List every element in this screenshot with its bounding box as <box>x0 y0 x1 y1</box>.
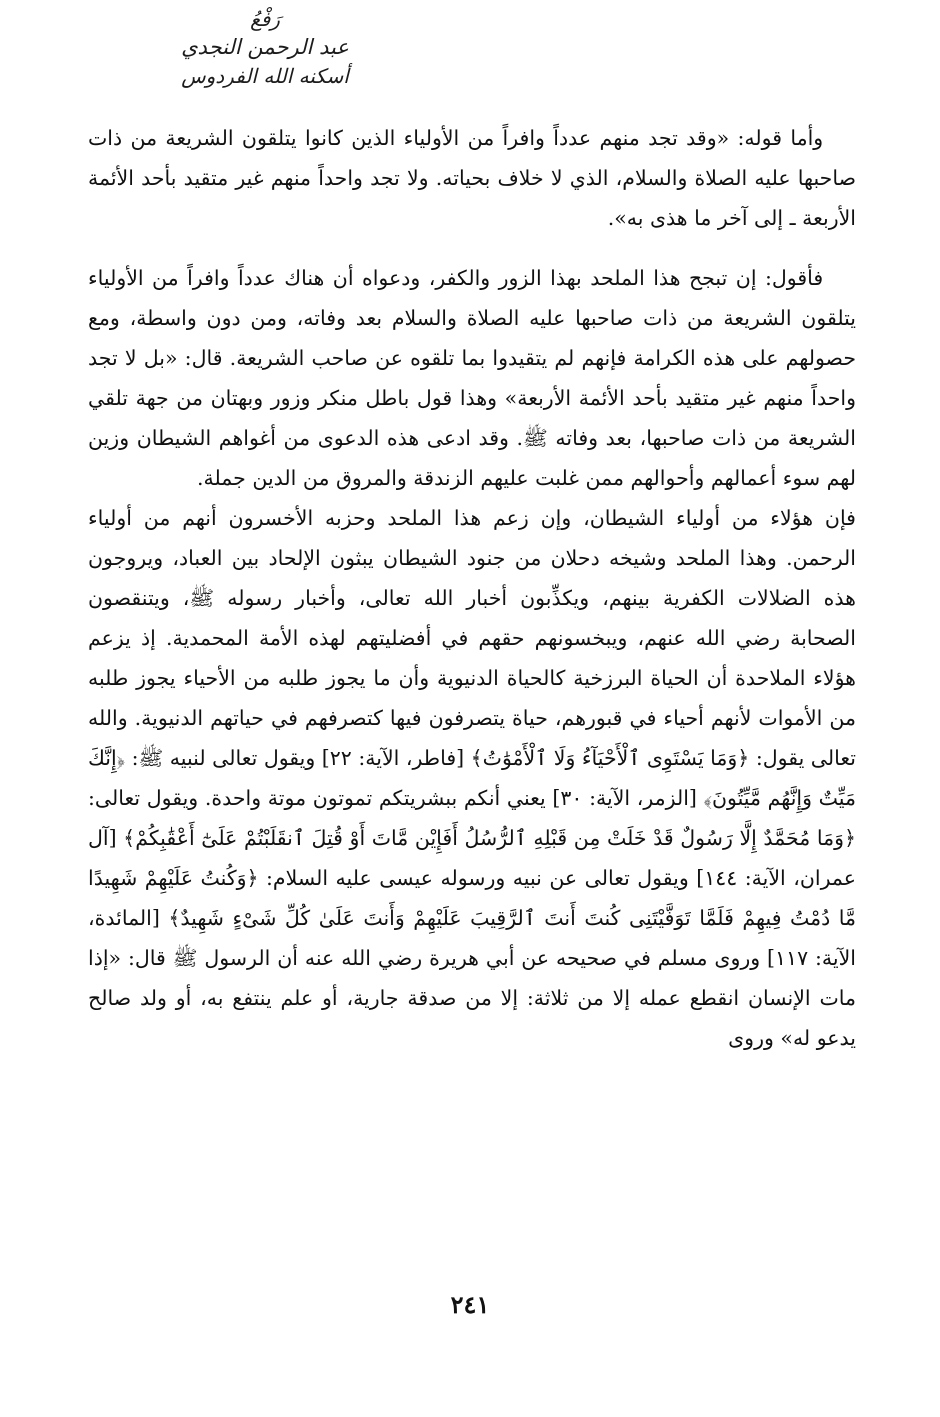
stamp-line-3: أسكنه الله الفردوس <box>181 64 349 88</box>
body-text <box>88 118 856 1058</box>
paragraph-quote: وأما قوله: «وقد تجد منهم عدداً وافراً من الأولياء الذين كانوا يتلقون الشريعة من ذات صاحبها عليه الصلاة والسلام، الذي لا خلاف بحياته. ولا تجد واحداً منهم غير متقيد بأحد الأئمة الأربعة ـ إلى آخر ما هذى به». <box>88 126 856 230</box>
page-number: ٢٤١ <box>450 1290 490 1319</box>
paragraph-response: فأقول: إن تبجح هذا الملحد بهذا الزور والكفر، ودعواه أن هناك عدداً وافراً من الأولياء يتلقون الشريعة من ذات صاحبها عليه الصلاة والسلام بعد وفاته، ومن دون واسطة، ومع حصولهم على هذه الكرامة فإنهم لم يتقيدوا بما تلقوه عن صاحب الشريعة. قال: «بل لا تجد واحداً منهم غير متقيد بأحد الأئمة الأربعة» وهذا قول باطل منكر وزور وبهتان من جهة تلقي الشريعة من ذات صاحبها، بعد وفاته ﷺ. وقد ادعى هذه الدعوى من أغواهم الشيطان وزين لهم سوء أعمالهم وأحوالهم ممن غلبت عليهم الزندقة والمروق من الدين جملة. <box>88 266 856 490</box>
paragraph-continuation: فإن هؤلاء من أولياء الشيطان، وإن زعم هذا الملحد وحزبه الأخسرون أنهم من أولياء الرحمن. وهذا الملحد وشيخه دحلان من جنود الشيطان يبثون الإلحاد بين العباد، ويروجون هذه الضلالات الكفرية بينهم، ويكذِّبون أخبار الله تعالى، وأخبار رسوله ﷺ، ويتنقصون الصحابة رضي الله عنهم، ويبخسونهم حقهم في أفضليتهم لهذه الأمة المحمدية. إذ يزعم هؤلاء الملاحدة أن الحياة البرزخية كالحياة الدنيوية وأن ما يجوز طلبه من الأحياء يجوز طلبه من الأموات لأنهم أحياء في قبورهم، حياة يتصرفون فيها كتصرفهم في حياتهم الدنيوية. والله تعالى يقول: ﴿وَمَا يَسْتَوِى ٱلْأَحْيَآءُ وَلَا ٱلْأَمْوَٰتُ﴾ [فاطر، الآية: ٢٢] ويقول تعالى لنبيه ﷺ: ﴿إِنَّكَ مَيِّتٌ وَإِنَّهُم مَّيِّتُونَ﴾ [الزمر، الآية: ٣٠] يعني أنكم ببشريتكم تموتون موتة واحدة. ويقول تعالى: ﴿وَمَا مُحَمَّدٌ إِلَّا رَسُولٌ قَدْ خَلَتْ مِن قَبْلِهِ ٱلرُّسُلُ أَفَإِيْن مَّاتَ أَوْ قُتِلَ ٱنقَلَبْتُمْ عَلَىٰٓ أَعْقَٰبِكُمْ﴾ [آل عمران، الآية: ١٤٤] ويقول تعالى عن نبيه ورسوله عيسى عليه السلام: ﴿وَكُنتُ عَلَيْهِمْ شَهِيدًا مَّا دُمْتُ فِيهِمْ فَلَمَّا تَوَفَّيْتَنِى كُنتَ أَنتَ ٱلرَّقِيبَ عَلَيْهِمْ وَأَنتَ عَلَىٰ كُلِّ شَىْءٍ شَهِيدٌ﴾ [المائدة، الآية: ١١٧] وروى مسلم في صحيحه عن أبي هريرة رضي الله عنه أن الرسول ﷺ قال: «إذا مات الإنسان انقطع عمله إلا من ثلاثة: إلا من صدقة جارية، أو علم ينتفع به، أو ولد صالح يدعو له» وروى <box>88 506 856 1050</box>
owner-stamp <box>150 6 380 118</box>
stamp-line-1: رَفْعُ <box>250 7 280 31</box>
stamp-line-2: عبد الرحمن النجدي <box>181 35 349 59</box>
